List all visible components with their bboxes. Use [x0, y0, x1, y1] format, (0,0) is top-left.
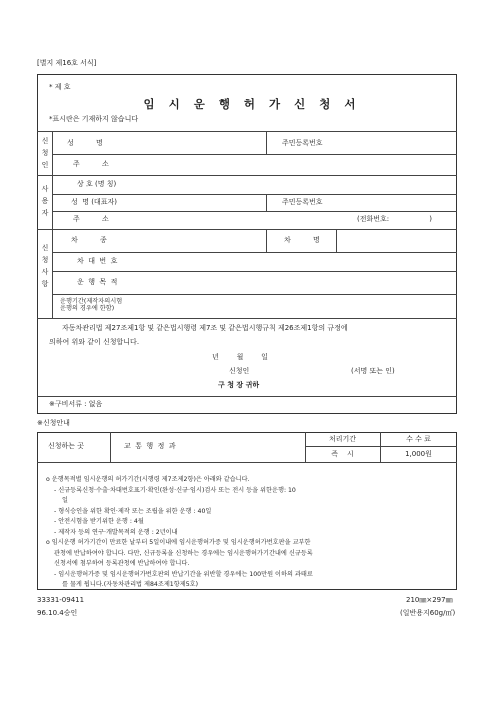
- user-id-label: 주민등록번호: [282, 198, 323, 206]
- guide-item: - 형식승인을 위한 확인·제작 또는 조립을 위한 운행 : 40일: [54, 507, 212, 515]
- required-documents: ※구비서류 : 없음: [49, 400, 103, 408]
- guide-item: - 제작자 등의 연구·개발목적의 운행 : 2년이내: [54, 528, 178, 536]
- application-date: 년 월 일: [212, 353, 268, 361]
- form-label: [별지 제16호 서식]: [37, 59, 97, 67]
- user-phone-label: (전화번호: ): [357, 215, 432, 223]
- vehicle-name-label: 차 명: [284, 236, 320, 244]
- guide-item: o 운행목적별 임시운행의 허가기간(시행령 제7조제2항)은 아래와 같습니다.: [46, 476, 250, 483]
- recipient: 구 청 장 귀하: [218, 381, 260, 389]
- guide-item: - 신규등록신청·수출·차대번호표기·확인(완성·신규·임시)검사 또는 전시 등을 위한운행: 10: [54, 486, 296, 494]
- guide-item: - 안전시험을 받기위한 운행 : 4월: [54, 518, 144, 525]
- application-form: [37, 74, 457, 414]
- submit-to-value: 교 통 행 정 과: [124, 442, 176, 450]
- guide-heading: ※신청안내: [37, 419, 70, 427]
- request-group-label: [39, 242, 51, 290]
- user-group-label: [39, 183, 51, 219]
- guide-item: 관청에 반납하여야 합니다. 다만, 신규등록을 신청하는 경우에는 임시운행허가기간내에 신규등록: [54, 549, 313, 557]
- applicant-group-label: [39, 135, 51, 171]
- period-label-line1: 운행기간(제작자의시험: [60, 298, 123, 305]
- paper-size: 210㎜×297㎜: [406, 596, 453, 604]
- guide-item: 일: [62, 497, 68, 504]
- approval-date: 96.10.4승인: [37, 609, 78, 617]
- guide-list: [46, 476, 452, 592]
- guide-item: 신청서에 첨부하여 등록관청에 반납하여야 합니다.: [54, 560, 190, 567]
- request-group-text: 신청사항: [41, 244, 49, 288]
- vehicle-type-label: 차 종: [71, 236, 107, 244]
- form-note: *표시란은 기재하지 않습니다: [49, 115, 139, 123]
- period-label-line2: 운행의 경우에 한함): [60, 305, 115, 313]
- number-label: * 제 호: [49, 83, 71, 91]
- purpose-label: 운 행 목 적: [77, 278, 118, 286]
- applicant-address-label: 주 소: [73, 160, 109, 168]
- applicant-name-label: 성 명: [67, 139, 103, 147]
- user-group-text: 사용자: [41, 185, 49, 217]
- submit-to-label: 신청하는 곳: [48, 442, 85, 450]
- user-name-label: 성 명 (대표자): [71, 198, 117, 206]
- applicant-id-label: 주민등록번호: [282, 139, 323, 147]
- processing-value: 즉 시: [331, 450, 354, 458]
- period-label: [60, 298, 160, 312]
- signature-label: (서명 또는 인): [351, 367, 395, 375]
- processing-label: 처리기간: [328, 435, 357, 443]
- user-business-label: 상 호 (명 칭): [77, 180, 117, 188]
- chassis-no-label: 차 대 번 호: [77, 257, 118, 265]
- guide-item: o 임시운행 허가기간이 만료한 날부터 5일이내에 임시운행허가증 및 임시운행허가번호판을 교부한: [46, 539, 311, 546]
- form-code: 33331-09411: [37, 596, 85, 604]
- applicant-group-text: 신청인: [41, 137, 49, 169]
- fee-label: 수 수 료: [406, 435, 431, 443]
- signer-label: 신청인: [229, 367, 250, 375]
- fee-value: 1,000원: [405, 450, 432, 458]
- form-title: 임 시 운 행 허 가 신 청 서: [143, 97, 361, 111]
- statement-line2: 의하여 위와 같이 신청합니다.: [49, 338, 140, 346]
- user-address-label: 주 소: [73, 215, 109, 223]
- guide-item: - 임시운행허가증 및 임시운행허가번호판의 반납기간을 위반할 경우에는 100만원 이하의 과태료: [54, 570, 313, 578]
- paper-type: (일반용지60g/㎡): [400, 609, 456, 617]
- guide-item: 를 물게 됩니다.(자동차관리법 제84조제1항제5호): [62, 581, 199, 588]
- statement-line1: 자동차관리법 제27조제1항 및 같은법시행령 제7조 및 같은법시행규칙 제26조제1항의 규정에: [62, 324, 348, 332]
